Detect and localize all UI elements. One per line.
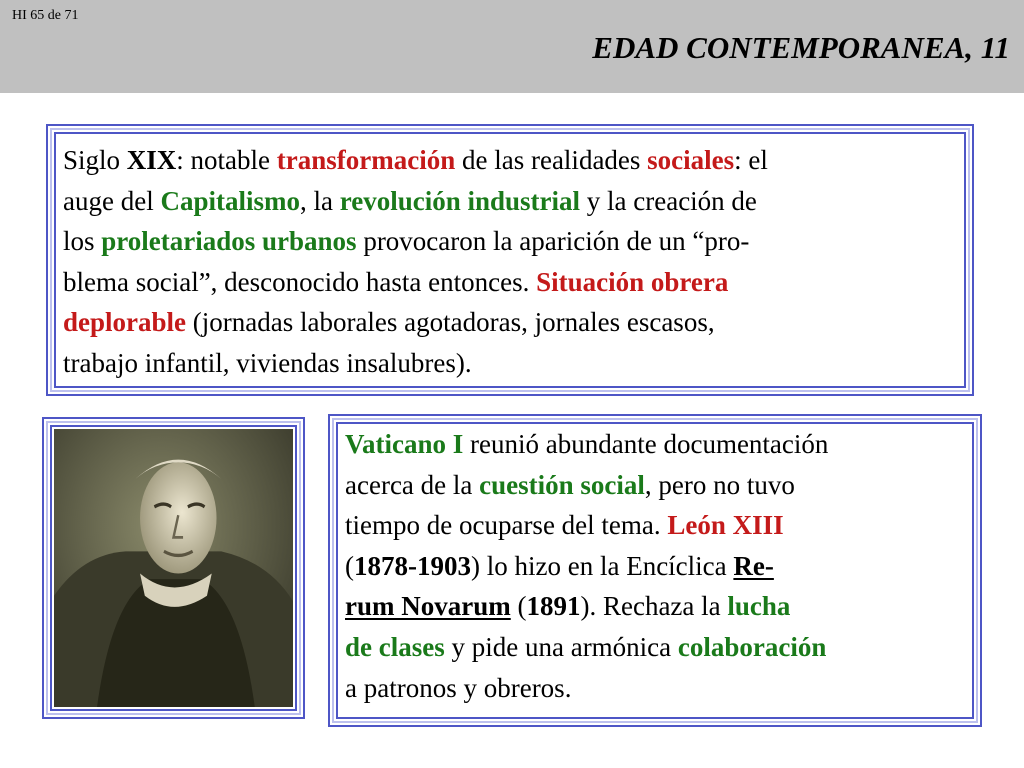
text-line	[345, 546, 828, 587]
text-segment: blema social”, desconocido hasta entonces.	[63, 266, 537, 297]
header-bar	[0, 0, 1024, 93]
text-segment: (jornadas laborales agotadoras, jornales escasos,	[186, 307, 715, 338]
text-line	[63, 262, 768, 303]
text-segment: cuestión social	[479, 469, 645, 500]
bottom-text-box	[328, 414, 982, 727]
text-segment: Capitalismo	[160, 185, 300, 216]
text-segment: y pide una armónica	[444, 631, 678, 662]
text-segment: de clases	[345, 631, 445, 662]
text-segment: tiempo de ocuparse del tema.	[345, 510, 668, 541]
text-segment: León XIII	[667, 510, 784, 541]
text-segment: de las realidades	[455, 145, 648, 175]
text-line	[63, 302, 768, 343]
text-segment: ). Rechaza la	[580, 591, 728, 622]
text-line	[63, 343, 768, 384]
text-segment: 1891	[526, 591, 581, 622]
text-segment: ) lo hizo en la Encíclica	[471, 550, 734, 581]
text-line	[345, 627, 828, 668]
text-segment: Re-	[733, 550, 774, 581]
text-segment: , la	[299, 185, 340, 216]
text-segment: reunió abundante documentación	[463, 429, 829, 459]
text-segment: auge del	[63, 185, 161, 216]
text-line	[345, 424, 828, 465]
text-line	[345, 586, 828, 627]
text-line	[63, 140, 768, 181]
text-segment: rum Novarum	[345, 591, 511, 622]
text-line	[345, 668, 828, 709]
text-segment: (	[510, 591, 527, 622]
text-segment: deplorable	[63, 307, 187, 338]
portrait-frame	[42, 417, 305, 719]
text-segment: (	[345, 550, 354, 581]
text-segment: provocaron la aparición de un “pro-	[356, 226, 750, 257]
text-segment: : notable	[176, 145, 277, 175]
text-segment: : el	[734, 145, 768, 175]
text-line	[345, 465, 828, 506]
text-segment: Vaticano I	[345, 429, 464, 459]
text-segment: a patronos y obreros.	[345, 672, 572, 703]
text-segment: revolución industrial	[339, 185, 581, 216]
text-segment: Situación obrera	[536, 266, 729, 297]
portrait-photo-icon	[54, 429, 293, 707]
text-line	[63, 221, 768, 262]
slide-number: HI 65 de 71	[12, 8, 79, 23]
text-segment: trabajo infantil, viviendas insalubres).	[63, 347, 472, 378]
bottom-paragraph	[345, 424, 828, 708]
text-segment: proletariados urbanos	[101, 226, 357, 257]
top-text-box	[46, 124, 974, 396]
text-segment: transformación	[276, 145, 456, 175]
text-line	[345, 505, 828, 546]
text-segment: lucha	[727, 591, 791, 622]
text-segment: sociales	[647, 145, 735, 175]
text-segment: los	[63, 226, 102, 257]
top-paragraph	[63, 140, 768, 384]
slide-title: EDAD CONTEMPORANEA, 11	[592, 30, 1010, 65]
text-segment: Siglo	[63, 145, 127, 175]
text-segment: 1878-1903	[354, 550, 471, 581]
text-segment: y la creación de	[580, 185, 757, 216]
text-segment: colaboración	[677, 631, 827, 662]
text-segment: acerca de la	[345, 469, 480, 500]
text-segment: , pero no tuvo	[644, 469, 795, 500]
text-segment: XIX	[126, 145, 177, 175]
text-line	[63, 181, 768, 222]
